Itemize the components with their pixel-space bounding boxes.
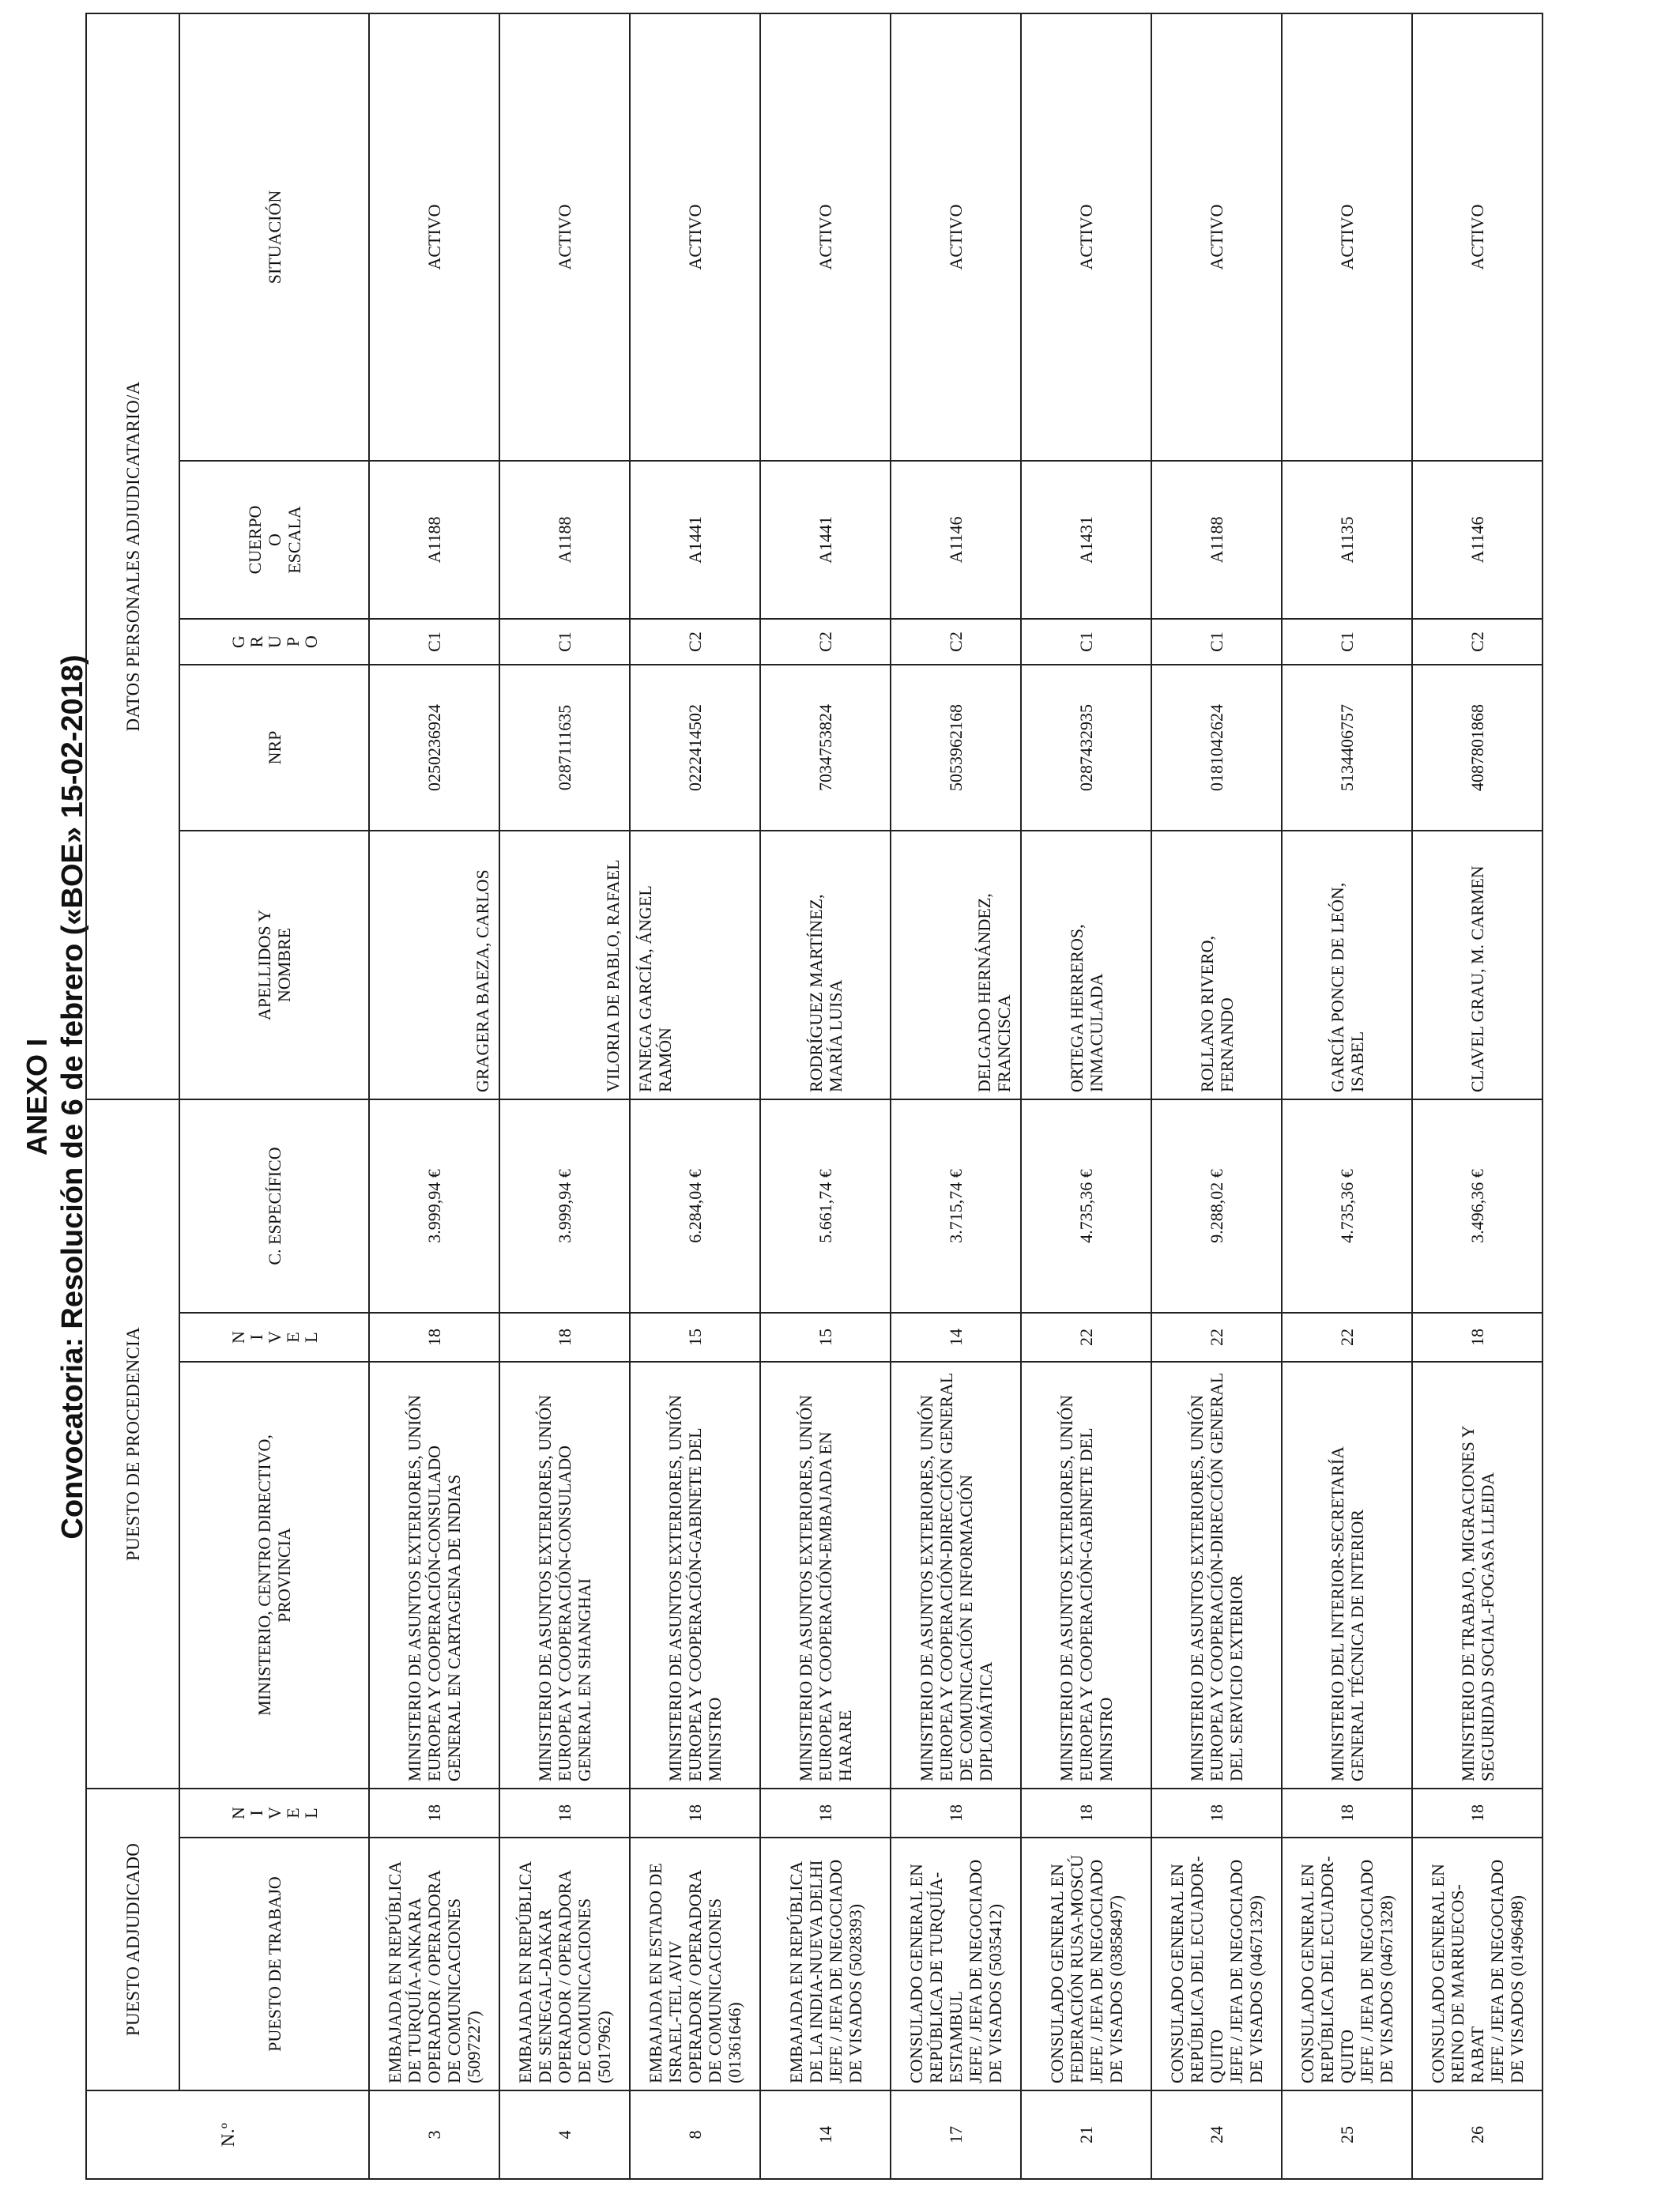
cell-ministerio: MINISTERIO DE ASUNTOS EXTERIORES, UNIÓN EUROPEA Y COOPERACIÓN-DIRECCIÓN GENERAL DE COMUNICACIÓN E INFORMACIÓN DIPLOMÁTICA [891,1362,1021,1789]
cell-situacion: ACTIVO [630,13,760,461]
cell-nivel: 18 [630,1789,760,1838]
cell-cuerpo: A1441 [760,461,891,619]
col-header-nivel-procedencia: N I V E L [179,1313,369,1362]
cell-nrp: 0287111635 [499,665,630,831]
cell-cuerpo: A1146 [891,461,1021,619]
table-row [1412,13,1543,2179]
cell-ministerio: MINISTERIO DE ASUNTOS EXTERIORES, UNIÓN EUROPEA Y COOPERACIÓN-CONSULADO GENERAL EN SHANGHAI [499,1362,630,1789]
cell-nivel-procedencia: 22 [1282,1313,1412,1362]
cell-num: 24 [1151,2090,1282,2179]
cell-nivel: 18 [1021,1789,1151,1838]
cell-apellidos: DELGADO HERNÁNDEZ, FRANCISCA [891,831,1021,1099]
cell-situacion: ACTIVO [499,13,630,461]
cell-nivel-procedencia: 22 [1021,1313,1151,1362]
cell-situacion: ACTIVO [760,13,891,461]
table-row [499,13,630,2179]
cell-nivel: 18 [1151,1789,1282,1838]
cell-especifico: 6.284,04 € [630,1099,760,1313]
cell-num: 14 [760,2090,891,2179]
cell-nrp: 5053962168 [891,665,1021,831]
cell-especifico: 4.735,36 € [1021,1099,1151,1313]
cell-puesto: CONSULADO GENERAL EN REPÚBLICA DE TURQUÍA-ESTAMBUL JEFE / JEFA DE NEGOCIADO DE VISADOS (5035412) [891,1838,1021,2090]
cell-situacion: ACTIVO [1412,13,1543,461]
cell-nivel-procedencia: 18 [1412,1313,1543,1362]
cell-nivel: 18 [499,1789,630,1838]
cell-puesto: CONSULADO GENERAL EN FEDERACIÓN RUSA-MOSCÚ JEFE / JEFA DE NEGOCIADO DE VISADOS (03858497) [1021,1838,1151,2090]
group-header-datos: DATOS PERSONALES ADJUDICATARIO/A [86,13,179,1099]
cell-nivel: 18 [1412,1789,1543,1838]
cell-nrp: 5134406757 [1282,665,1412,831]
table-row [891,13,1021,2179]
col-header-nivel: N I V E L [179,1789,369,1838]
cell-apellidos: GARCÍA PONCE DE LEÓN, ISABEL [1282,831,1412,1099]
cell-situacion: ACTIVO [891,13,1021,461]
group-header-procedencia: PUESTO DE PROCEDENCIA [86,1099,179,1789]
col-header-puesto: PUESTO DE TRABAJO [179,1838,369,2090]
table-row [630,13,760,2179]
cell-puesto: EMBAJADA EN REPÚBLICA DE SENEGAL-DAKAR OPERADOR / OPERADORA DE COMUNICACIONES (5017962) [499,1838,630,2090]
cell-nrp: 7034753824 [760,665,891,831]
table-row [1151,13,1282,2179]
cell-especifico: 9.288,02 € [1151,1099,1282,1313]
col-header-grupo: G R U P O [179,619,369,665]
cell-grupo: C2 [1412,619,1543,665]
cell-apellidos: GRAGERA BAEZA, CARLOS [369,831,499,1099]
cell-apellidos: FANEGA GARCÍA, ÁNGEL RAMÓN [630,831,760,1099]
cell-grupo: C1 [1021,619,1151,665]
cell-cuerpo: A1188 [1151,461,1282,619]
cell-nivel-procedencia: 14 [891,1313,1021,1362]
cell-situacion: ACTIVO [369,13,499,461]
cell-puesto: CONSULADO GENERAL EN REPÚBLICA DEL ECUADOR-QUITO JEFE / JEFA DE NEGOCIADO DE VISADOS (04671328) [1282,1838,1412,2090]
table-row [1282,13,1412,2179]
table-row [369,13,499,2179]
cell-grupo: C2 [760,619,891,665]
column-header-row [179,13,369,2179]
cell-ministerio: MINISTERIO DE TRABAJO, MIGRACIONES Y SEGURIDAD SOCIAL-FOGASA LLEIDA [1412,1362,1543,1789]
cell-situacion: ACTIVO [1021,13,1151,461]
cell-cuerpo: A1188 [369,461,499,619]
cell-num: 21 [1021,2090,1151,2179]
cell-cuerpo: A1431 [1021,461,1151,619]
col-header-nrp: NRP [179,665,369,831]
cell-grupo: C2 [891,619,1021,665]
cell-nrp: 0287432935 [1021,665,1151,831]
cell-nivel-procedencia: 15 [760,1313,891,1362]
table-row [760,13,891,2179]
cell-apellidos: RODRÍGUEZ MARTÍNEZ, MARÍA LUISA [760,831,891,1099]
cell-ministerio: MINISTERIO DEL INTERIOR-SECRETARÍA GENERAL TÉCNICA DE INTERIOR [1282,1362,1412,1789]
cell-ministerio: MINISTERIO DE ASUNTOS EXTERIORES, UNIÓN EUROPEA Y COOPERACIÓN-EMBAJADA EN HARARE [760,1362,891,1789]
cell-nrp: 4087801868 [1412,665,1543,831]
cell-nrp: 0181042624 [1151,665,1282,831]
cell-num: 8 [630,2090,760,2179]
cell-especifico: 3.999,94 € [369,1099,499,1313]
cell-cuerpo: A1188 [499,461,630,619]
cell-puesto: CONSULADO GENERAL EN REINO DE MARRUECOS-RABAT JEFE / JEFA DE NEGOCIADO DE VISADOS (01496498) [1412,1838,1543,2090]
cell-cuerpo: A1146 [1412,461,1543,619]
cell-nrp: 0222414502 [630,665,760,831]
cell-grupo: C1 [499,619,630,665]
cell-ministerio: MINISTERIO DE ASUNTOS EXTERIORES, UNIÓN EUROPEA Y COOPERACIÓN-CONSULADO GENERAL EN CARTAGENA DE INDIAS [369,1362,499,1789]
cell-nivel: 18 [1282,1789,1412,1838]
cell-nivel-procedencia: 15 [630,1313,760,1362]
annex-title: ANEXO I [21,1038,53,1156]
cell-cuerpo: A1135 [1282,461,1412,619]
cell-ministerio: MINISTERIO DE ASUNTOS EXTERIORES, UNIÓN EUROPEA Y COOPERACIÓN-GABINETE DEL MINISTRO [630,1362,760,1789]
cell-especifico: 3.999,94 € [499,1099,630,1313]
table-row [1021,13,1151,2179]
col-header-situacion: SITUACIÓN [179,13,369,461]
table-body [369,13,1543,2179]
cell-num: 3 [369,2090,499,2179]
col-header-num: N.º [86,2090,369,2179]
col-header-especifico: C. ESPECÍFICO [179,1099,369,1313]
title-block [20,0,91,2194]
cell-situacion: ACTIVO [1151,13,1282,461]
cell-especifico: 5.661,74 € [760,1099,891,1313]
col-header-cuerpo: CUERPO O ESCALA [179,461,369,619]
cell-nivel-procedencia: 22 [1151,1313,1282,1362]
cell-apellidos: ORTEGA HERREROS, INMACULADA [1021,831,1151,1099]
cell-nivel: 18 [760,1789,891,1838]
col-header-apellidos: APELLIDOS Y NOMBRE [179,831,369,1099]
cell-puesto: EMBAJADA EN REPÚBLICA DE LA INDIA-NUEVA DELHI JEFE / JEFA DE NEGOCIADO DE VISADOS (5028393) [760,1838,891,2090]
cell-ministerio: MINISTERIO DE ASUNTOS EXTERIORES, UNIÓN EUROPEA Y COOPERACIÓN-DIRECCIÓN GENERAL DEL SERVICIO EXTERIOR [1151,1362,1282,1789]
cell-especifico: 3.496,36 € [1412,1099,1543,1313]
cell-especifico: 3.715,74 € [891,1099,1021,1313]
cell-nivel-procedencia: 18 [369,1313,499,1362]
cell-cuerpo: A1441 [630,461,760,619]
adjudication-table [85,13,1543,2180]
cell-nivel-procedencia: 18 [499,1313,630,1362]
cell-apellidos: ROLLANO RIVERO, FERNANDO [1151,831,1282,1099]
group-header-adjudicado: PUESTO ADJUDICADO [86,1789,179,2090]
col-header-ministerio: MINISTERIO, CENTRO DIRECTIVO, PROVINCIA [179,1362,369,1789]
convocatoria-title: Convocatoria: Resolución de 6 de febrero («BOE» 15-02-2018) [56,654,89,1540]
cell-num: 17 [891,2090,1021,2179]
cell-nivel: 18 [369,1789,499,1838]
cell-grupo: C1 [1151,619,1282,665]
cell-apellidos: VILORIA DE PABLO, RAFAEL [499,831,630,1099]
cell-puesto: EMBAJADA EN REPÚBLICA DE TURQUÍA-ANKARA OPERADOR / OPERADORA DE COMUNICACIONES (5097227) [369,1838,499,2090]
cell-puesto: CONSULADO GENERAL EN REPÚBLICA DEL ECUADOR-QUITO JEFE / JEFA DE NEGOCIADO DE VISADOS (04671329) [1151,1838,1282,2090]
cell-nivel: 18 [891,1789,1021,1838]
cell-grupo: C1 [369,619,499,665]
cell-grupo: C1 [1282,619,1412,665]
group-header-row [86,13,179,2179]
cell-num: 26 [1412,2090,1543,2179]
cell-ministerio: MINISTERIO DE ASUNTOS EXTERIORES, UNIÓN EUROPEA Y COOPERACIÓN-GABINETE DEL MINISTRO [1021,1362,1151,1789]
cell-especifico: 4.735,36 € [1282,1099,1412,1313]
cell-nrp: 0250236924 [369,665,499,831]
cell-num: 4 [499,2090,630,2179]
cell-situacion: ACTIVO [1282,13,1412,461]
cell-puesto: EMBAJADA EN ESTADO DE ISRAEL-TEL AVIV OPERADOR / OPERADORA DE COMUNICACIONES (01361646) [630,1838,760,2090]
cell-grupo: C2 [630,619,760,665]
cell-apellidos: CLAVEL GRAU, M. CARMEN [1412,831,1543,1099]
cell-num: 25 [1282,2090,1412,2179]
